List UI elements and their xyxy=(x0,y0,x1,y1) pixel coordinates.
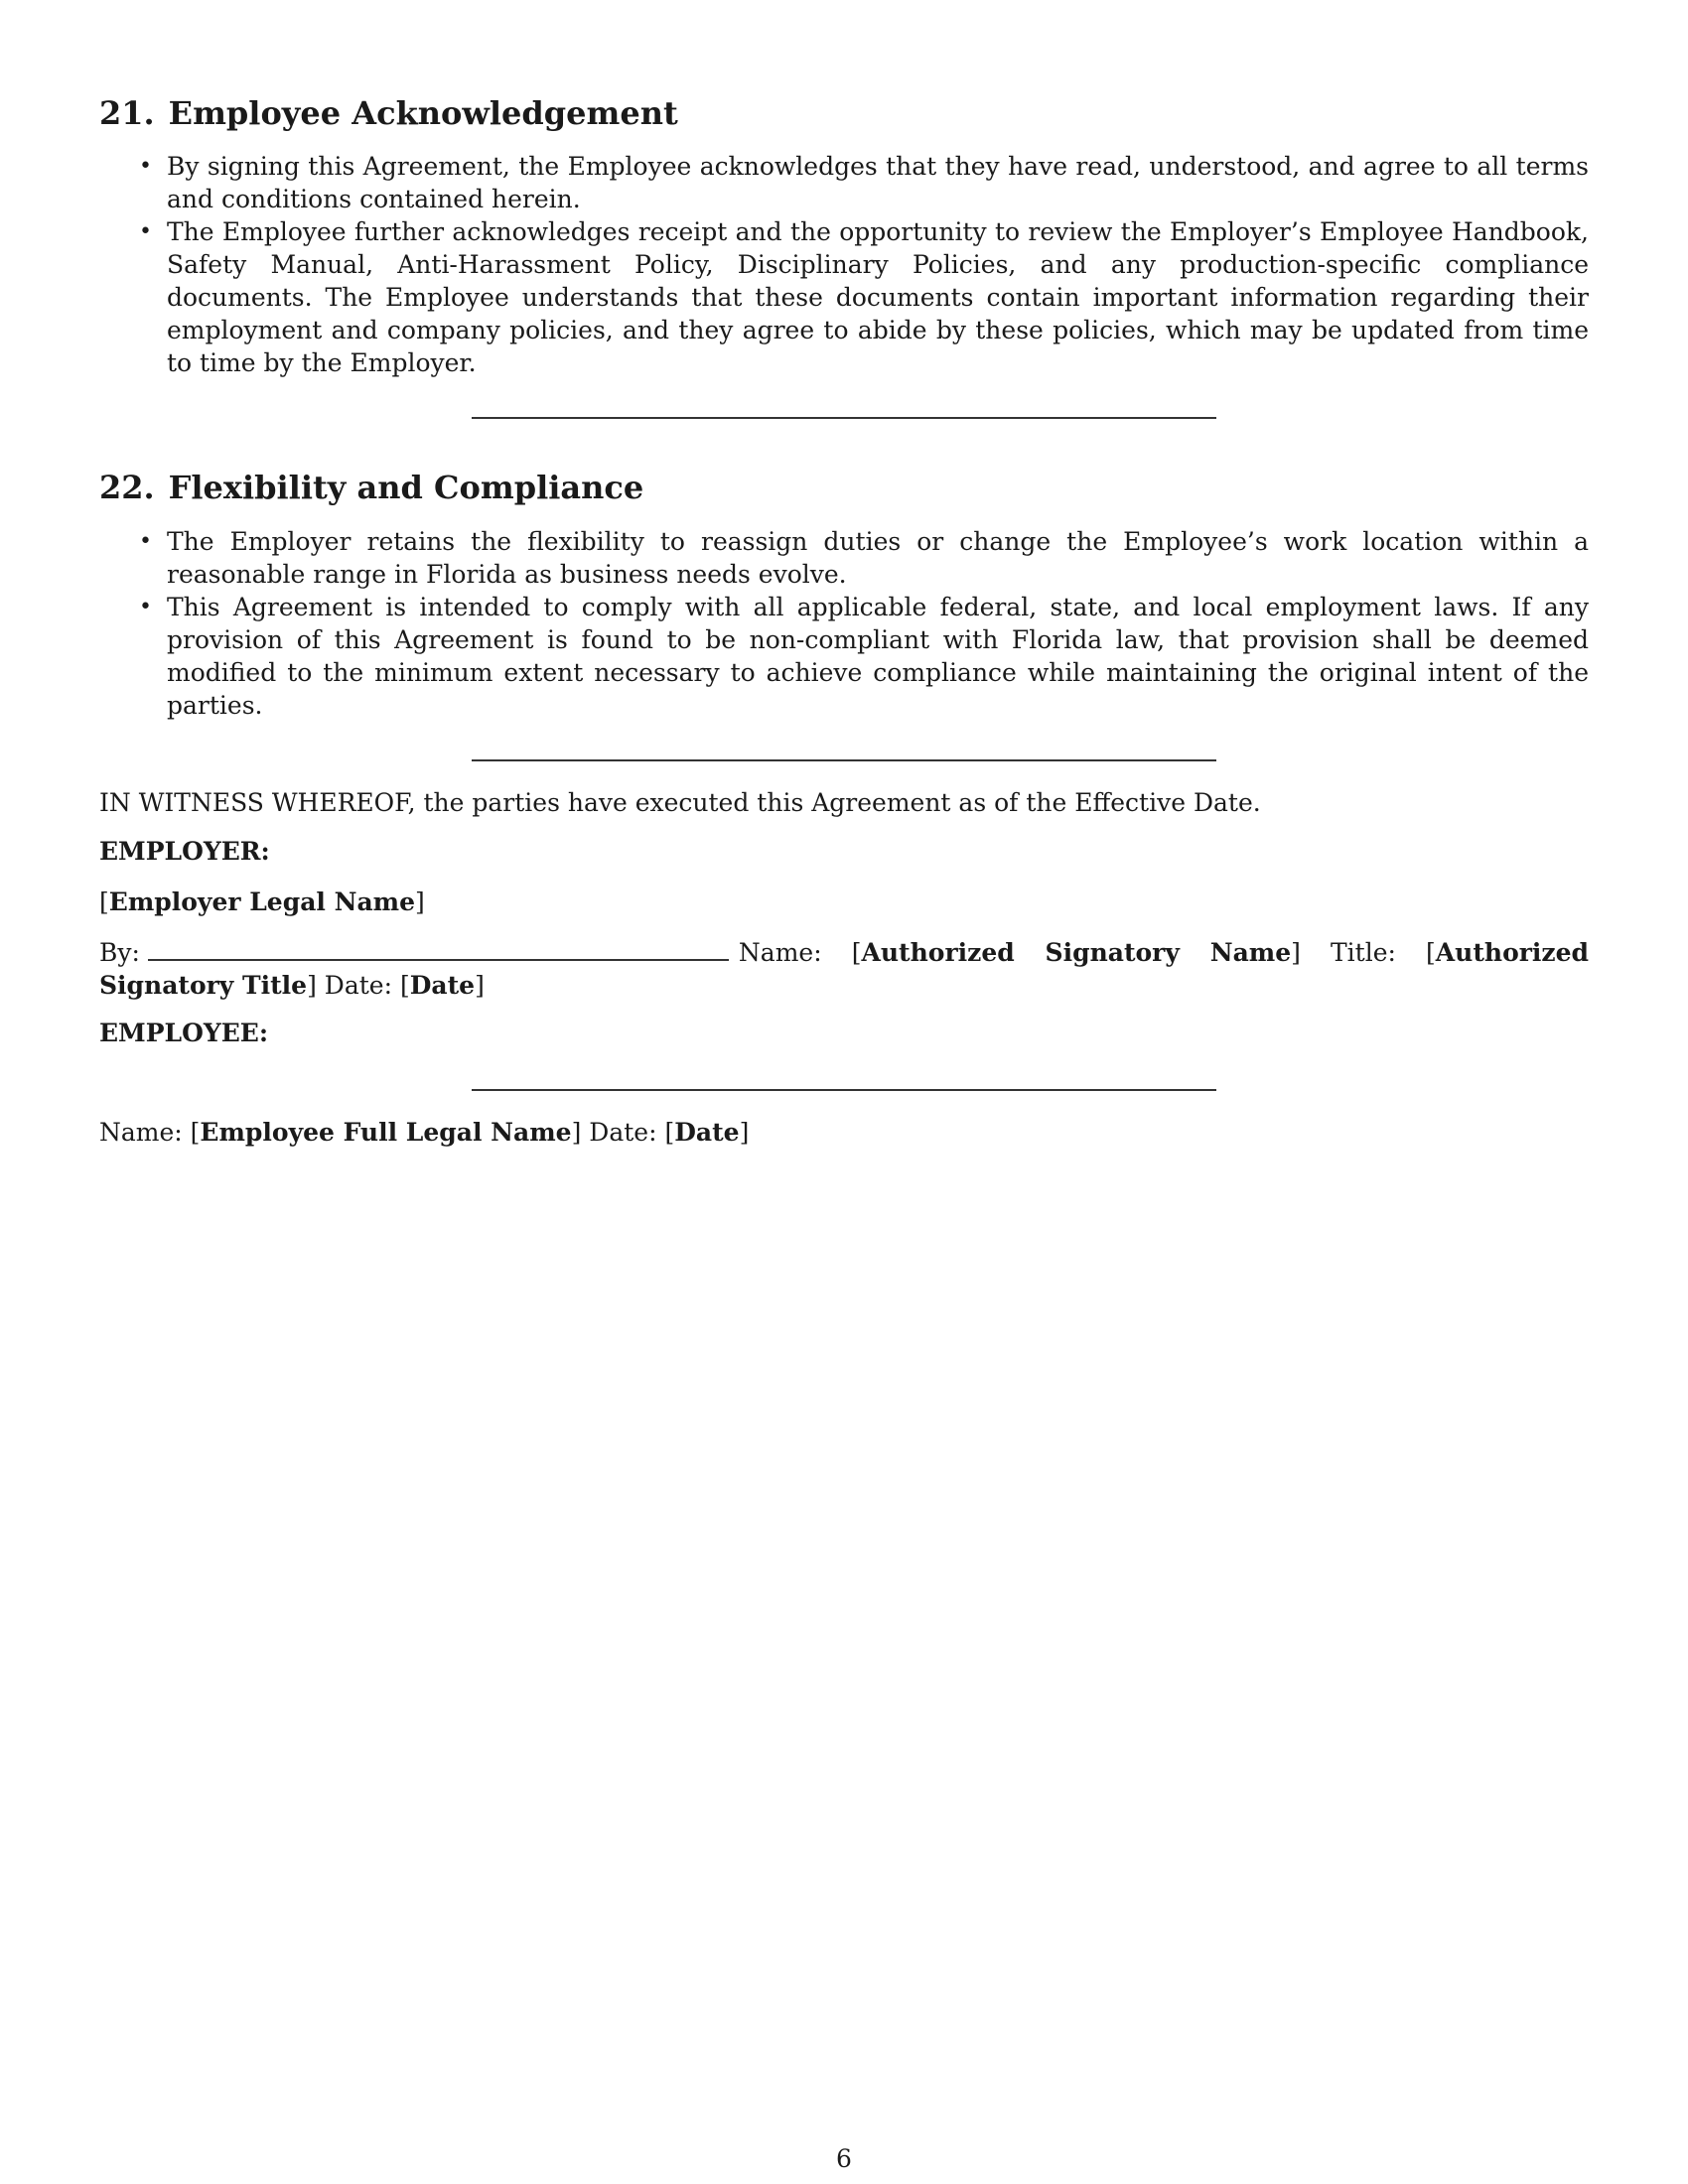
employee-name-line: Name: [Employee Full Legal Name] Date: [Date] xyxy=(99,1117,750,1147)
signatory-title: Authorized Signatory Title xyxy=(99,937,1589,1000)
page-number: 6 xyxy=(836,2144,852,2173)
bullet-list xyxy=(99,150,1589,379)
name-label: Name: xyxy=(738,937,822,967)
section-number: 22. xyxy=(99,469,155,507)
horizontal-divider xyxy=(472,417,1216,419)
section-heading xyxy=(99,469,1589,506)
employee-name-label: Name: xyxy=(99,1117,183,1147)
employee-name: Employee Full Legal Name xyxy=(200,1117,572,1147)
section-heading xyxy=(99,94,1589,132)
employee-date-label: Date: xyxy=(589,1117,657,1147)
section-22 xyxy=(99,469,1589,721)
by-label: By: xyxy=(99,937,140,967)
witness-statement: IN WITNESS WHEREOF, the parties have executed this Agreement as of the Effective Date. xyxy=(99,787,1261,817)
section-number: 21. xyxy=(99,94,155,132)
section-title: Employee Acknowledgement xyxy=(168,94,678,132)
employee-date-value: Date xyxy=(674,1117,740,1147)
signature-field[interactable] xyxy=(148,935,729,961)
employee-label: EMPLOYEE: xyxy=(99,1018,269,1047)
title-label: Title: xyxy=(1330,937,1396,967)
horizontal-divider xyxy=(472,759,1216,761)
list-item: • By signing this Agreement, the Employee acknowledges that they have read, understood, and agree to all terms and conditions contained herein. xyxy=(167,150,1589,215)
date-value: Date xyxy=(409,970,476,1000)
bracket-close: ] xyxy=(415,887,425,916)
list-item: • The Employer retains the flexibility to reassign duties or change the Employee’s work location within a reasonable range in Florida as business needs evolve. xyxy=(167,525,1589,591)
document-page xyxy=(99,94,1589,1149)
employer-name-line xyxy=(99,886,1589,918)
employee-signature-field[interactable] xyxy=(472,1089,1216,1091)
section-title: Flexibility and Compliance xyxy=(168,469,644,507)
signature-block xyxy=(99,786,1589,1149)
list-item: • This Agreement is intended to comply with all applicable federal, state, and local employment laws. If any provision of this Agreement is found to be non-compliant with Florida law, that provision shall be deemed modified to the minimum extent necessary to achieve compliance while maintaining the original intent of the parties. xyxy=(167,591,1589,722)
employer-name: Employer Legal Name xyxy=(108,887,416,916)
employer-signature-line: By: Name: [Authorized Signatory Name] Title: [Authorized Signatory Title] Date: [Date] xyxy=(99,935,1589,1002)
employer-label: EMPLOYER: xyxy=(99,836,270,866)
date-label: Date: xyxy=(324,970,393,1000)
signatory-name: Authorized Signatory Name xyxy=(861,937,1292,967)
section-21 xyxy=(99,94,1589,379)
bullet-list xyxy=(99,525,1589,722)
list-item: • The Employee further acknowledges receipt and the opportunity to review the Employer’s Employee Handbook, Safety Manual, Anti-Harassment Policy, Disciplinary Policies, and any production-specific compliance documents. The Employee understands that these documents contain important information regarding their employment and company policies, and they agree to abide by these policies, which may be updated from time to time by the Employer. xyxy=(167,215,1589,379)
bracket-open: [ xyxy=(99,887,109,916)
